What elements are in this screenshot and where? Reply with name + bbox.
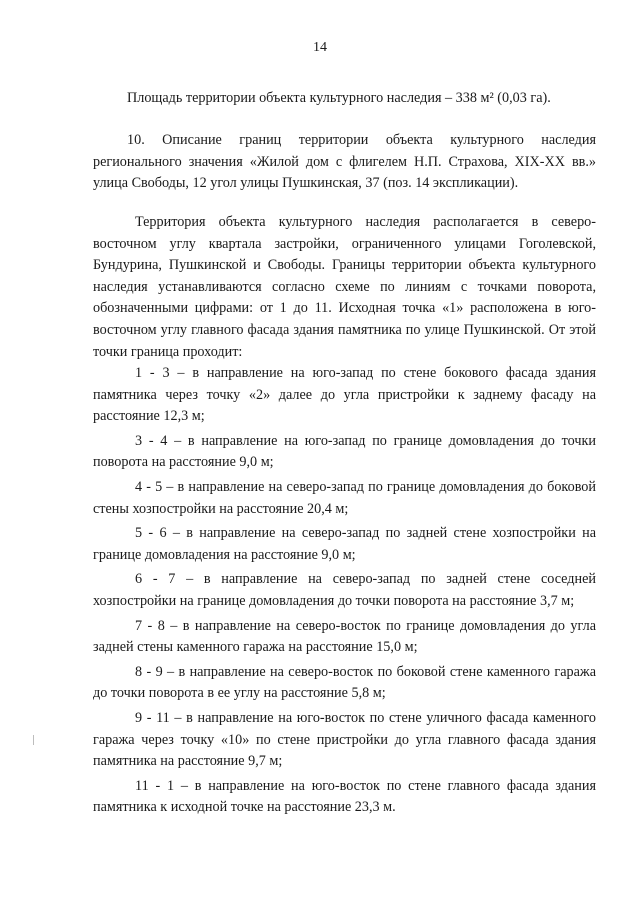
- boundary-segment: 4 - 5 – в направление на северо-запад по границе домовладения до боковой стены хозпостройки на расстояние 20,4 м;: [93, 478, 596, 517]
- boundary-segment: 6 - 7 – в направление на северо-запад по задней стене соседней хозпостройки на границе домовладения до точки поворота на расстояние 3,7 м;: [93, 571, 596, 609]
- section-heading: 10. Описание границ территории объекта культурного наследия регионального значения «Жилой дом с флигелем Н.П. Страхова, XIX-XX вв.» улица Свободы, 12 угол улицы Пушкинская, 37 (поз. 14 экспликации).: [93, 132, 596, 192]
- intro-paragraph: Территория объекта культурного наследия располагается в северо-восточном углу квартала застройки, ограниченного улицами Гоголевской, Бундурина, Пушкинской и Свободы. Границы территории объекта культурного наследия устанавливаются согласно схеме по линиям с точками поворота, обозначенными цифрами: от 1 до 11. Исходная точка «1» расположена в юго-восточном углу главного фасада здания памятника по улице Пушкинской. От этой точки граница проходит:: [93, 214, 596, 360]
- area-paragraph: Площадь территории объекта культурного наследия – 338 м² (0,03 га).: [127, 90, 551, 106]
- boundary-segments-list: [93, 363, 596, 822]
- boundary-segment: 1 - 3 – в направление на юго-запад по стене бокового фасада здания памятника через точку «2» далее до угла пристройки к заднему фасаду на расстояние 12,3 м;: [93, 365, 596, 425]
- boundary-segment: 3 - 4 – в направление на юго-запад по границе домовладения до точки поворота на расстояние 9,0 м;: [93, 432, 596, 471]
- boundary-segment: 11 - 1 – в направление на юго-восток по стене главного фасада здания памятника к исходной точке на расстояние 23,3 м.: [93, 777, 596, 816]
- boundary-segment: 9 - 11 – в направление на юго-восток по стене уличного фасада каменного гаража через точку «10» по стене пристройки до угла главного фасада здания памятника на расстояние 9,7 м;: [93, 709, 596, 770]
- boundary-segment: 5 - 6 – в направление на северо-запад по задней стене хозпостройки на границе домовладения на расстояние 9,0 м;: [93, 525, 596, 563]
- page-number: 14: [313, 40, 327, 55]
- boundary-segment: 7 - 8 – в направление на северо-восток по границе домовладения до угла задней стены каменного гаража на расстояние 15,0 м;: [93, 617, 596, 656]
- boundary-segment: 8 - 9 – в направление на северо-восток по боковой стене каменного гаража до точки поворота в ее углу на расстояние 5,8 м;: [93, 663, 596, 702]
- scan-artifact-mark: [33, 735, 34, 745]
